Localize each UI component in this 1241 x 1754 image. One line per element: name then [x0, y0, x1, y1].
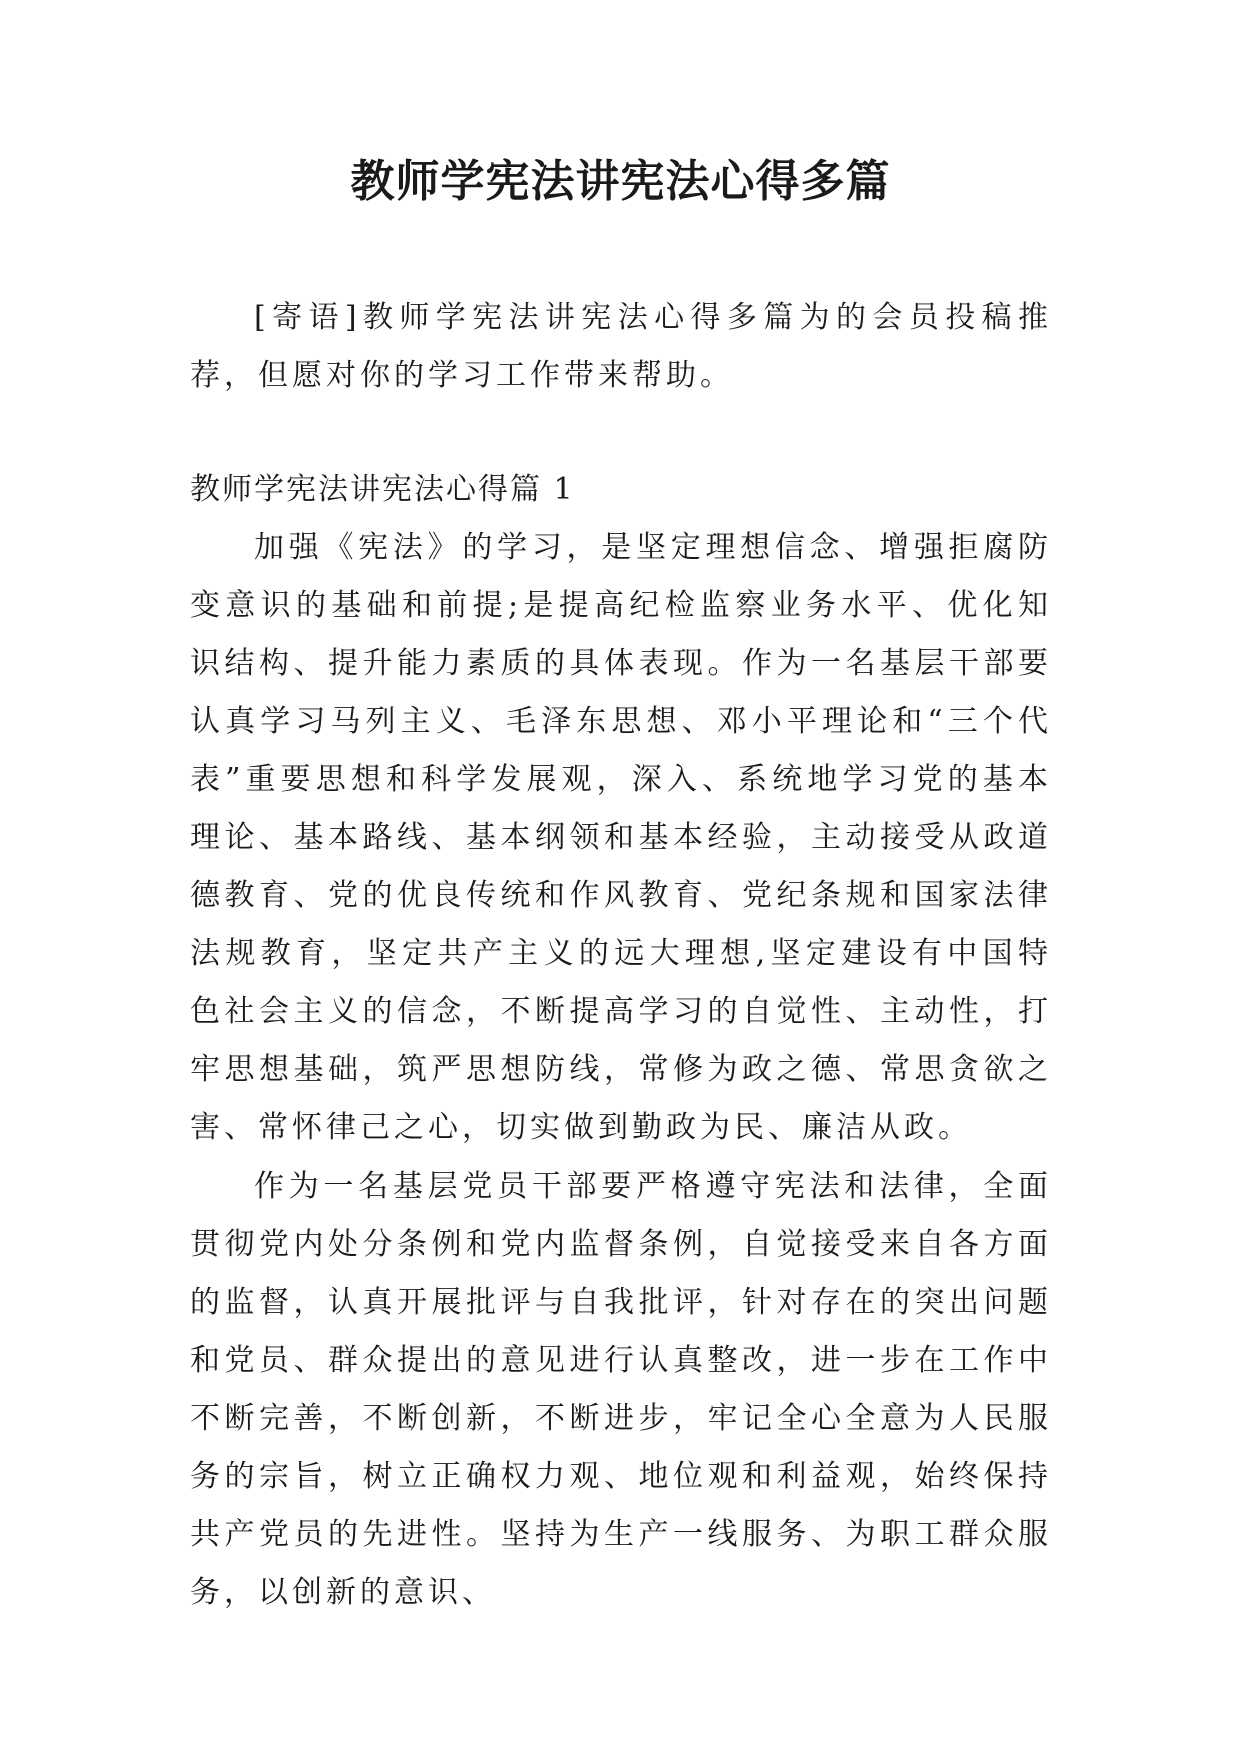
- section-heading: 教师学宪法讲宪法心得篇 1: [190, 472, 575, 507]
- body-paragraph-1: 加强《宪法》的学习，是坚定理想信念、增强拒腐防变意识的基础和前提;是提高纪检监察业务水平、优化知识结构、提升能力素质的具体表现。作为一名基层干部要认真学习马列主义、毛泽东思想、邓小平理论和“三个代表”重要思想和科学发展观，深入、系统地学习党的基本理论、基本路线、基本纲领和基本经验，主动接受从政道德教育、党的优良传统和作风教育、党纪条规和国家法律法规教育，坚定共产主义的远大理想,坚定建设有中国特色社会主义的信念，不断提高学习的自觉性、主动性，打牢思想基础，筑严思想防线，常修为政之德、常思贪欲之害、常怀律己之心，切实做到勤政为民、廉洁从政。: [190, 530, 1052, 1145]
- body-paragraph-2: 作为一名基层党员干部要严格遵守宪法和法律，全面贯彻党内处分条例和党内监督条例，自觉接受来自各方面的监督，认真开展批评与自我批评，针对存在的突出问题和党员、群众提出的意见进行认真整改，进一步在工作中不断完善，不断创新，不断进步，牢记全心全意为人民服务的宗旨，树立正确权力观、地位观和利益观，始终保持共产党员的先进性。坚持为生产一线服务、为职工群众服务，以创新的意识、: [190, 1169, 1052, 1610]
- preface-paragraph: [寄语]教师学宪法讲宪法心得多篇为的会员投稿推荐，但愿对你的学习工作带来帮助。: [190, 300, 1052, 393]
- document-title: 教师学宪法讲宪法心得多篇: [350, 156, 891, 207]
